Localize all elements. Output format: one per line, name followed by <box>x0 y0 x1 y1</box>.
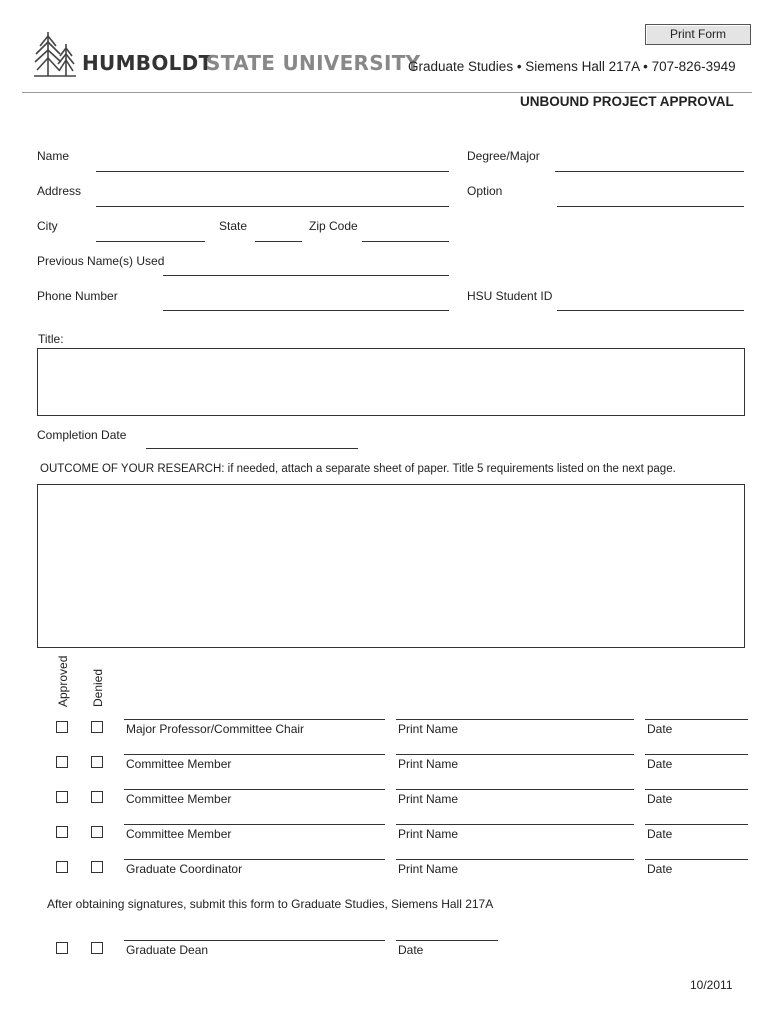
outcome-textarea[interactable] <box>37 484 745 648</box>
denied-checkbox[interactable] <box>91 791 103 803</box>
print-name-line[interactable] <box>396 789 634 790</box>
print-name-line[interactable] <box>396 719 634 720</box>
address-label: Address <box>37 184 82 198</box>
signature-line[interactable] <box>124 859 385 860</box>
date-label: Date <box>647 827 673 841</box>
city-field[interactable] <box>96 241 205 242</box>
date-label: Date <box>647 722 673 736</box>
revision-date: 10/2011 <box>690 978 733 992</box>
denied-column-header: Denied <box>91 668 105 707</box>
role-label: Committee Member <box>126 757 232 771</box>
tree-logo-icon <box>30 30 80 82</box>
outcome-label: OUTCOME OF YOUR RESEARCH: if needed, attach a separate sheet of paper. Title 5 requirements listed on the next page. <box>40 463 676 475</box>
date-line[interactable] <box>645 754 748 755</box>
print-name-line[interactable] <box>396 859 634 860</box>
dean-label: Graduate Dean <box>126 943 209 957</box>
zip-label: Zip Code <box>309 219 358 233</box>
role-label: Graduate Coordinator <box>126 862 243 876</box>
header-contact: Graduate Studies • Siemens Hall 217A • 707-826-3949 <box>408 59 736 74</box>
option-label: Option <box>467 184 503 198</box>
title-label: Title: <box>38 332 64 346</box>
form-title: UNBOUND PROJECT APPROVAL <box>520 94 734 109</box>
date-line[interactable] <box>645 789 748 790</box>
date-line[interactable] <box>645 719 748 720</box>
approved-checkbox[interactable] <box>56 791 68 803</box>
phone-label: Phone Number <box>37 289 118 303</box>
zip-field[interactable] <box>362 241 449 242</box>
print-name-label: Print Name <box>398 792 459 806</box>
approved-checkbox[interactable] <box>56 861 68 873</box>
date-label: Date <box>647 792 673 806</box>
date-label: Date <box>647 757 673 771</box>
degree-major-label: Degree/Major <box>467 149 540 163</box>
approved-checkbox[interactable] <box>56 756 68 768</box>
student-id-label: HSU Student ID <box>467 289 553 303</box>
header-divider <box>22 92 752 93</box>
approved-column-header: Approved <box>56 655 70 707</box>
previous-names-field[interactable] <box>163 275 449 276</box>
name-label: Name <box>37 149 70 163</box>
denied-checkbox[interactable] <box>91 826 103 838</box>
print-name-label: Print Name <box>398 757 459 771</box>
option-field[interactable] <box>557 206 744 207</box>
print-name-label: Print Name <box>398 862 459 876</box>
role-label: Committee Member <box>126 827 232 841</box>
denied-checkbox[interactable] <box>91 756 103 768</box>
completion-date-label: Completion Date <box>37 428 127 442</box>
signature-line[interactable] <box>124 754 385 755</box>
signature-line[interactable] <box>124 940 385 941</box>
state-field[interactable] <box>255 241 302 242</box>
role-label: Major Professor/Committee Chair <box>126 722 305 736</box>
denied-checkbox[interactable] <box>91 942 103 954</box>
denied-checkbox[interactable] <box>91 861 103 873</box>
dean-date-label: Date <box>398 943 424 957</box>
degree-major-field[interactable] <box>555 171 744 172</box>
signature-line[interactable] <box>124 719 385 720</box>
logo-state-university: STATE UNIVERSITY <box>206 51 421 75</box>
print-form-button[interactable]: Print Form <box>645 24 751 45</box>
date-line[interactable] <box>396 940 498 941</box>
submission-instruction: After obtaining signatures, submit this form to Graduate Studies, Siemens Hall 217A <box>47 897 494 911</box>
signature-line[interactable] <box>124 824 385 825</box>
student-id-field[interactable] <box>557 310 744 311</box>
logo-humboldt: HUMBOLDT <box>82 51 213 75</box>
state-label: State <box>219 219 248 233</box>
title-textarea[interactable] <box>37 348 745 416</box>
address-field[interactable] <box>96 206 449 207</box>
phone-field[interactable] <box>163 310 449 311</box>
role-label: Committee Member <box>126 792 232 806</box>
signature-line[interactable] <box>124 789 385 790</box>
previous-names-label: Previous Name(s) Used <box>37 254 165 268</box>
print-name-line[interactable] <box>396 824 634 825</box>
print-name-label: Print Name <box>398 722 459 736</box>
date-line[interactable] <box>645 824 748 825</box>
date-label: Date <box>647 862 673 876</box>
denied-checkbox[interactable] <box>91 721 103 733</box>
approved-checkbox[interactable] <box>56 721 68 733</box>
print-name-label: Print Name <box>398 827 459 841</box>
approved-checkbox[interactable] <box>56 826 68 838</box>
city-label: City <box>37 219 58 233</box>
approved-checkbox[interactable] <box>56 942 68 954</box>
name-field[interactable] <box>96 171 449 172</box>
print-name-line[interactable] <box>396 754 634 755</box>
date-line[interactable] <box>645 859 748 860</box>
completion-date-field[interactable] <box>146 448 358 449</box>
